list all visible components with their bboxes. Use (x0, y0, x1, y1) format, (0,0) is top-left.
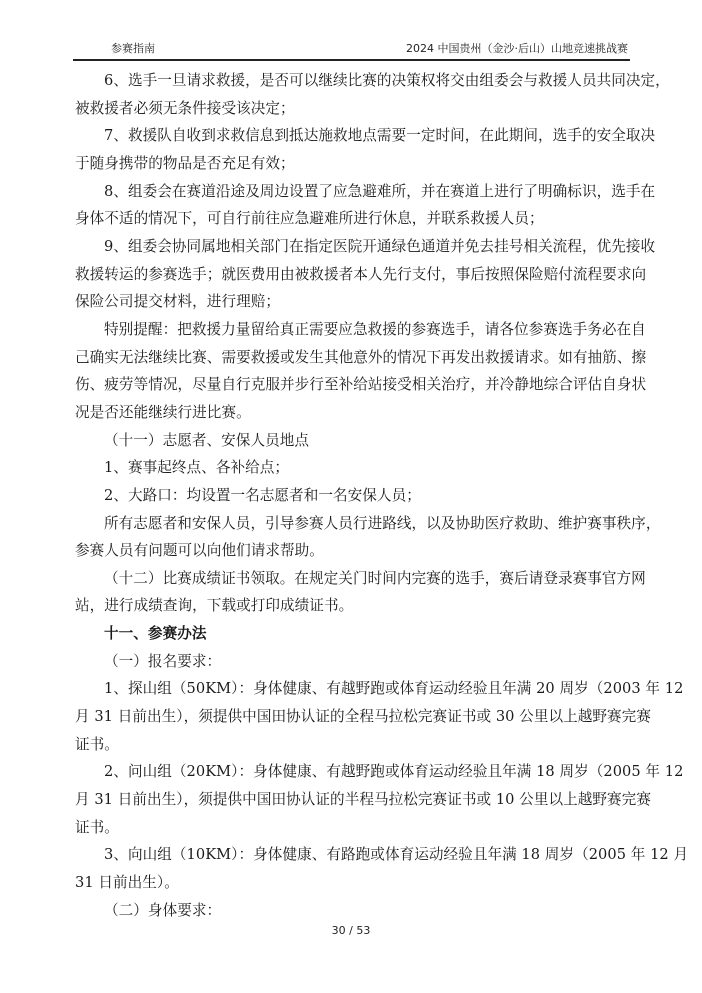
text-line: 所有志愿者和安保人员，引导参赛人员行进路线，以及协助医疗救助、维护赛事秩序， (104, 514, 661, 532)
text-line: 伤、疲劳等情况，尽量自行克服并步行至补给站接受相关治疗，并冷静地综合评估自身状 (75, 376, 647, 394)
text-line: 救援转运的参赛选手；就医费用由被救援者本人先行支付，事后按照保险赔付流程要求向 (75, 265, 647, 283)
text-line: 2、大路口：均设置一名志愿者和一名安保人员； (104, 486, 421, 504)
text-line: 7、救援队自收到求救信息到抵达施救地点需要一定时间，在此期间，选手的安全取决 (104, 127, 656, 145)
text-line: 3、向山组（10KM）：身体健康、有路跑或体育运动经验且年满 18 周岁（2005 年 12 月 (104, 846, 689, 864)
text-line: 证书。 (75, 735, 119, 753)
text-line: 特别提醒：把救援力量留给真正需要应急救援的参赛选手，请各位参赛选手务必在自 (104, 320, 646, 338)
section-heading: 十一、参赛办法 (104, 625, 207, 643)
page-number: 30 / 53 (331, 924, 371, 937)
text-line: 31 日前出生）。 (75, 874, 179, 892)
text-line: （一）报名要求： (104, 652, 222, 670)
text-line: 己确实无法继续比赛、需要救援或发生其他意外的情况下再发出救援请求。如有抽筋、擦 (75, 348, 647, 366)
text-line: 于随身携带的物品是否充足有效； (75, 154, 295, 172)
text-line: 身体不适的情况下，可自行前往应急避难所进行休息，并联系救援人员； (75, 210, 544, 228)
text-line: 月 31 日前出生），须提供中国田协认证的半程马拉松完赛证书或 10 公里以上越野赛完赛 (75, 791, 651, 809)
text-line: 9、组委会协同属地相关部门在指定医院开通绿色通道并免去挂号相关流程，优先接收 (104, 237, 656, 255)
text-line: 8、组委会在赛道沿途及周边设置了应急避难所，并在赛道上进行了明确标识，选手在 (104, 182, 656, 200)
text-line: 6、选手一旦请求救援，是否可以继续比赛的决策权将交由组委会与救援人员共同决定， (104, 72, 670, 89)
text-line: 保险公司提交材料，进行理赔； (75, 293, 281, 311)
page-header (73, 36, 630, 61)
text-line: 被救援者必须无条件接受该决定； (75, 99, 295, 117)
text-line: 站，进行成绩查询，下载或打印成绩证书。 (75, 597, 354, 615)
header-event-title: 2024 中国贵州（金沙·后山）山地竞速挑战赛 (406, 42, 628, 55)
header-doc-title: 参赛指南 (111, 42, 155, 55)
document-body (75, 67, 689, 924)
text-line: 1、赛事起终点、各补给点； (104, 459, 290, 477)
text-line: （二）身体要求： (104, 901, 222, 919)
text-line: 证书。 (75, 818, 119, 836)
text-line: 况是否还能继续行进比赛。 (75, 403, 251, 421)
text-line: （十一）志愿者、安保人员地点 (104, 431, 310, 449)
text-line: 参赛人员有问题可以向他们请求帮助。 (75, 542, 324, 560)
text-line: 1、探山组（50KM）：身体健康、有越野跑或体育运动经验且年满 20 周岁（2003 年 12 (104, 680, 684, 698)
text-line: 2、问山组（20KM）：身体健康、有越野跑或体育运动经验且年满 18 周岁（2005 年 12 (104, 763, 684, 781)
text-line: （十二）比赛成绩证书领取。在规定关门时间内完赛的选手，赛后请登录赛事官方网 (104, 569, 646, 587)
text-line: 月 31 日前出生），须提供中国田协认证的全程马拉松完赛证书或 30 公里以上越野赛完赛 (75, 708, 651, 726)
